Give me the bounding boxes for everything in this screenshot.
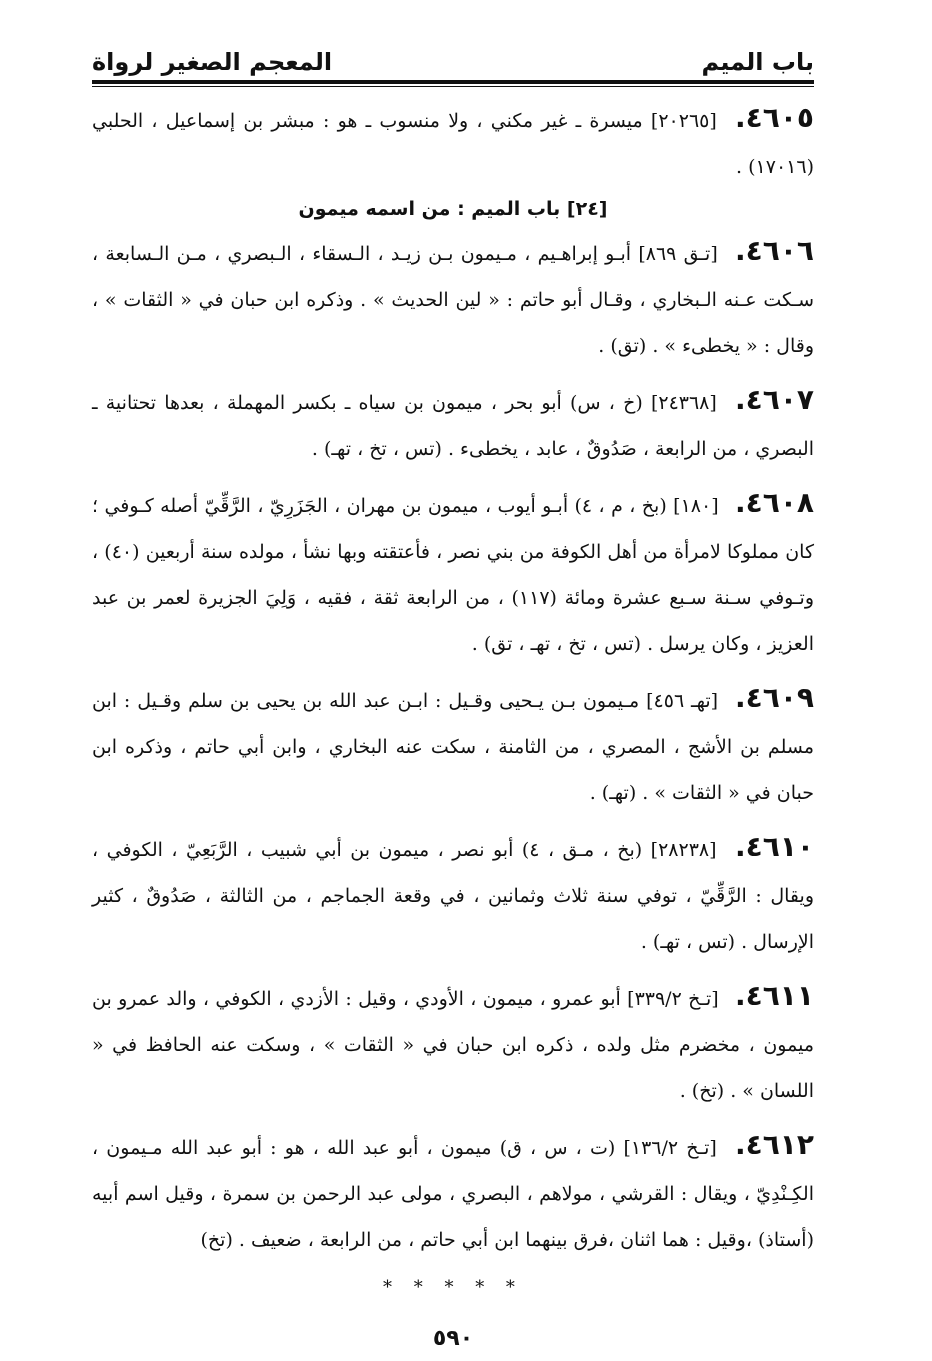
entry-4607 [92,377,814,472]
entry-4612 [92,1122,814,1263]
entry-number: ٤٦١٢. [734,1128,814,1161]
section-end-stars: * * * * * [383,1277,523,1298]
entry-text: [تـخ ١٣٦/٢] (ت ، س ، ق) ميمون ، أبو عبد الله ، هو : أبو عبد الله مـيمون ، الكِـنْدِيّ ، ويقال : القرشي ، مولاهم ، البصري ، مولى عبد الرحمن بن سمرة ، وقيل اسم أبيه (أستاذ) ،وقيل : هما اثنان ،فرق بينهما ابن أبي حاتم ، من الرابعة ، ضعيف . (تخ) [92,1137,814,1251]
header-chapter: باب الميم [701,48,814,76]
entry-4608 [92,480,814,667]
page-number: ٥٩٠ [432,1326,474,1351]
entry-text: [٢٨٢٣٨] (بخ ، مـق ، ٤) أبو نصر ، ميمون بن أبي شبيب ، الرَّبَعِيّ ، الكوفي ، ويقال : الرَّقِّيّ ، توفي سنة ثلاث وثمانين ، في وقعة الجماجم ، من الثالثة ، صَدُوقٌ ، كثير الإرسال . (تس ، تهـ) . [92,839,814,953]
entry-4606 [92,228,814,369]
entry-text: [٢٠٢٦٥] ميسرة ـ غير مكني ، ولا منسوب ـ هو : مبشر بن إسماعيل ، الحلبي (١٧٠١٦) . [92,110,814,178]
header-rule-thick [92,80,814,84]
entry-4610 [92,824,814,965]
header-book-title: المعجم الصغير لرواة [92,48,333,76]
entry-number: ٤٦١١. [734,979,814,1012]
entry-text: [٢٤٣٦٨] (خ ، س) أبو بحر ، ميمون بن سياه ـ بكسر المهملة ، بعدها تحتانية ـ البصري ، من الرابعة ، صَدُوقٌ ، عابد ، يخطىء . (تس ، تخ ، تهـ) . [92,392,814,460]
entry-number: ٤٦٠٦. [735,234,815,267]
entry-4605 [92,95,814,190]
entry-number: ٤٦٠٧. [735,383,814,416]
running-header [92,28,814,76]
header-rule-thin [92,86,814,87]
entry-text: [تـق ٨٦٩] أبـو إبراهـيم ، مـيمون بـن زيـد ، الـسقاء ، الـبصري ، مـن الـسابعة ، سـكت عـنه الـبخاري ، وقـال أبو حاتم : « لين الحديث » . وذكره ابن حبان في « الثقات » ، وقال : « يخطىء » . (تق) . [92,243,814,357]
entry-number: ٤٦٠٩. [735,681,814,714]
entry-4611 [92,973,814,1114]
entry-number: ٤٦٠٨. [735,486,815,519]
entry-text: [١٨٠] (بخ ، م ، ٤) أبـو أيوب ، ميمون بن مهران ، الجَزَرِيّ ، الرَّقِّيّ أصله كـوفي ؛ كان مملوكا لامرأة من أهل الكوفة من بني نصر ، فأعتقته وبها نشأ ، مولده سنة أربعين (٤٠) ، وتـوفي سـنة سـبع عشرة ومائة (١١٧) ، من الرابعة ثقة ، فقيه ، وَلِيَ الجزيرة لعمر بن عبد العزيز ، وكان يرسل . (تس ، تخ ، تهـ ، تق) . [92,495,814,655]
entry-number: ٤٦٠٥. [735,101,815,134]
page [92,28,814,1351]
entry-text: [تـخ ٣٣٩/٢] أبو عمرو ، ميمون ، الأودي ، وقيل : الأزدي ، الكوفي ، والد عمرو بن ميمون ، مخضرم مثل ولده ، ذكره ابن حبان في « الثقات » ، وسكت عنه الحافظ في « اللسان » . (تخ) . [92,988,814,1102]
section-title: [٢٤] باب الميم : من اسمه ميمون [298,198,608,220]
entry-4609 [92,675,814,816]
entry-number: ٤٦١٠. [735,830,815,863]
entry-text: [تهـ ٤٥٦] مـيمون بـن يـحيى وقـيل : ابـن عبد الله بن يحيى بن سلم وقـيل : ابن مسلم بن الأشج ، المصري ، من الثامنة ، سكت عنه البخاري ، وابن أبي حاتم ، وذكره ابن حبان في « الثقات » . (تهـ) . [92,690,814,804]
